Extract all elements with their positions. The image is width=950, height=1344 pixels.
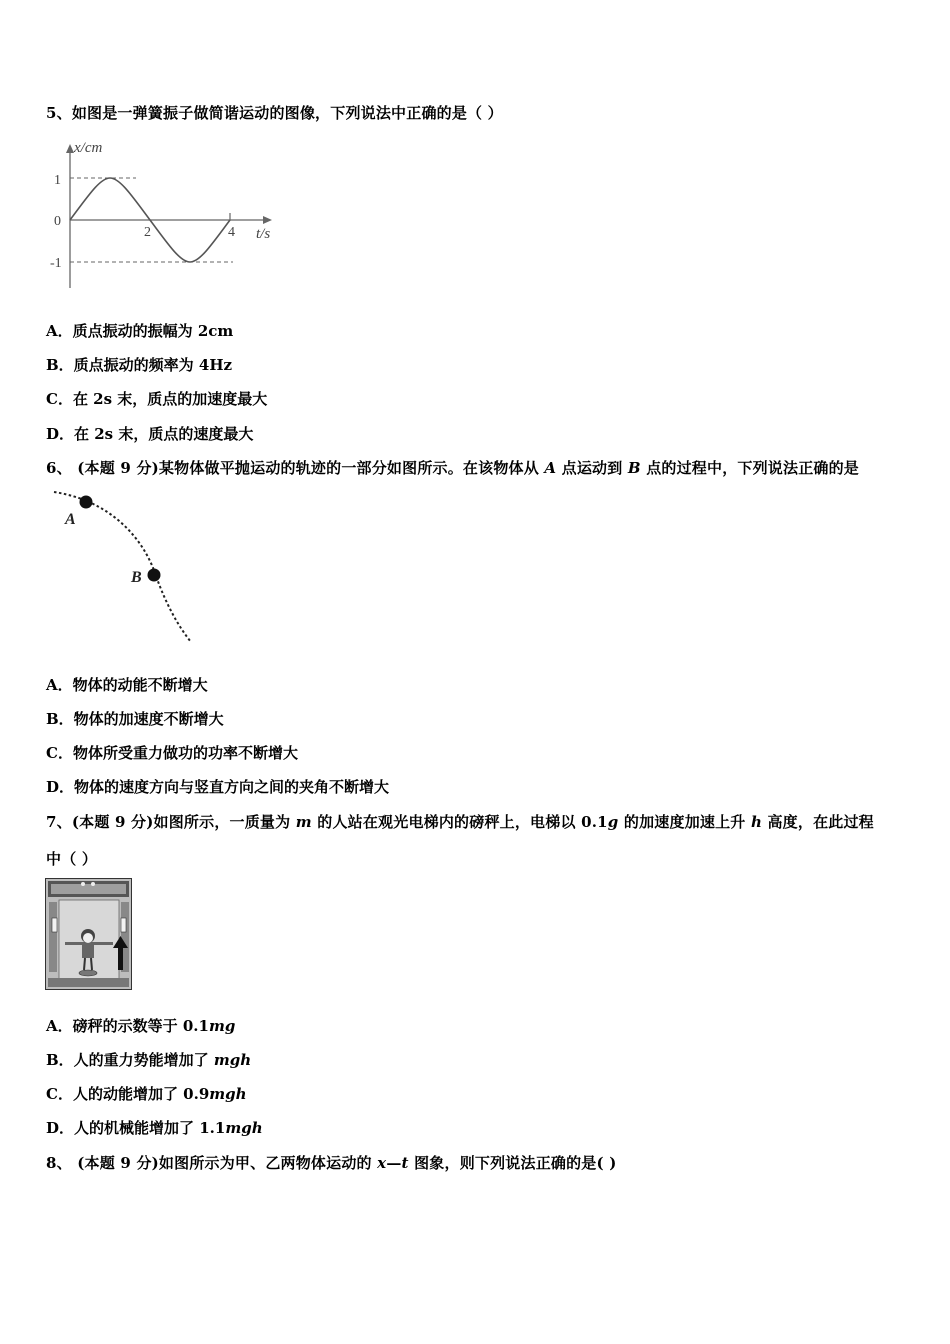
q7-var-g: g: [607, 813, 619, 831]
q6-option-a: A．物体的动能不断增大: [46, 676, 208, 694]
q6-trajectory-figure: [48, 486, 208, 646]
q8-stem-pre: 8、 (本题 9 分)如图所示为甲、乙两物体运动的: [46, 1154, 378, 1172]
q7-var-m: m: [295, 813, 312, 831]
q7-stem-p2: 的人站在观光电梯内的磅秤上，电梯以 0.1: [311, 813, 608, 831]
q7-option-b-var: mgh: [213, 1051, 252, 1069]
wall-picture-left: [52, 918, 57, 932]
q7-option-a-text: A．磅秤的示数等于 0.1: [46, 1017, 209, 1035]
q7-option-b-text: B．人的重力势能增加了: [46, 1051, 214, 1069]
q7-option-d-var: mgh: [225, 1119, 263, 1137]
point-a-label: A: [65, 511, 76, 528]
tick-label-y-0: 0: [54, 214, 61, 229]
q7-stem-p3: 的加速度加速上升: [618, 813, 751, 831]
q8-var-x: x: [377, 1154, 387, 1172]
tick-label-y-neg1: -1: [50, 256, 62, 271]
q7-option-c-text: C．人的动能增加了 0.9: [46, 1085, 210, 1103]
q5-option-b: B．质点振动的频率为 4Hz: [46, 356, 233, 374]
y-axis-arrow-icon: [66, 144, 74, 153]
q7-stem-p1: 7、(本题 9 分)如图所示，一质量为: [46, 813, 296, 831]
q6-var-b: B: [627, 459, 641, 477]
q7-option-d: [46, 1117, 263, 1138]
q7-stem-p4: 高度，在此过程: [762, 813, 874, 831]
q8-stem-post: 图象，则下列说法正确的是( ): [408, 1154, 617, 1172]
q7-option-c: [46, 1083, 247, 1104]
tick-label-x-2: 2: [144, 225, 151, 240]
q7-option-c-var: mgh: [209, 1085, 247, 1103]
point-a-dot: [80, 496, 93, 509]
y-axis-label: x/cm: [74, 140, 103, 156]
q6-var-a: A: [544, 459, 557, 477]
q7-var-h: h: [750, 813, 763, 831]
person-body-icon: [82, 944, 94, 958]
q8-dash: —: [386, 1154, 402, 1172]
q7-option-b: [46, 1049, 251, 1070]
q6-stem-mid: 点运动到: [556, 459, 628, 477]
q5-option-d: D．在 2s 末，质点的速度最大: [46, 425, 254, 443]
q6-option-b: B．物体的加速度不断增大: [46, 710, 224, 728]
point-b-label: B: [131, 569, 142, 586]
q7-option-a-var: mg: [208, 1017, 236, 1035]
up-arrow-shaft: [118, 946, 123, 970]
q7-option-a: [46, 1015, 235, 1036]
q5-option-a: A．质点振动的振幅为 2cm: [46, 322, 234, 340]
q6-stem: [46, 457, 859, 478]
q6-option-d: D．物体的速度方向与竖直方向之间的夹角不断增大: [46, 778, 390, 796]
wall-picture-right: [121, 918, 126, 932]
point-b-dot: [148, 569, 161, 582]
ceiling-light: [51, 884, 126, 894]
tick-label-y-1: 1: [54, 173, 61, 188]
q5-shm-graph: [48, 138, 283, 294]
x-axis-label: t/s: [256, 226, 271, 242]
q8-stem: [46, 1152, 617, 1173]
q7-elevator-figure: [45, 878, 133, 991]
scale-icon: [79, 970, 97, 976]
q5-stem: 5、如图是一弹簧振子做简谐运动的图像，下列说法中正确的是（ ）: [46, 104, 503, 122]
lamp-icon: [91, 882, 95, 886]
q8-var-t: t: [401, 1154, 409, 1172]
x-axis-arrow-icon: [263, 216, 272, 224]
q7-option-d-text: D．人的机械能增加了 1.1: [46, 1119, 226, 1137]
q7-stem: [46, 811, 874, 832]
q6-option-c: C．物体所受重力做功的功率不断增大: [46, 744, 298, 762]
tick-label-x-4: 4: [228, 225, 235, 240]
lamp-icon: [81, 882, 85, 886]
q7-stem-line2: 中（ ）: [46, 850, 98, 868]
q6-stem-post: 点的过程中，下列说法正确的是: [640, 459, 859, 477]
q6-stem-pre: 6、 (本题 9 分)某物体做平抛运动的轨迹的一部分如图所示。在该物体从: [46, 459, 545, 477]
q5-option-c: C．在 2s 末，质点的加速度最大: [46, 390, 268, 408]
